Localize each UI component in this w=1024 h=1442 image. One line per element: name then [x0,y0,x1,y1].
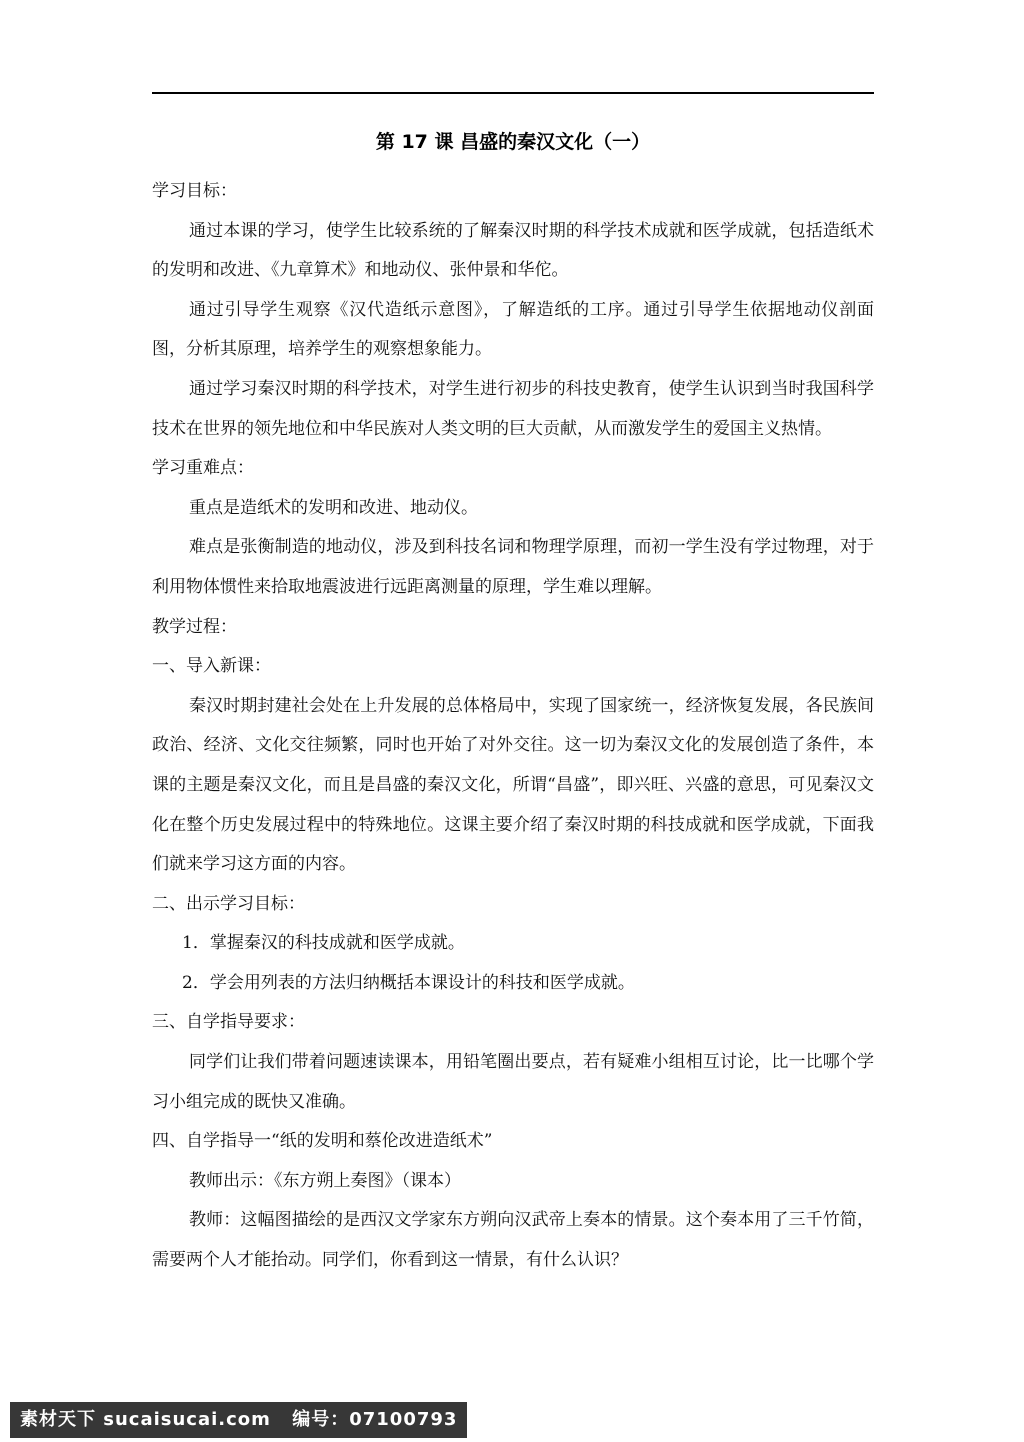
paragraph: 通过引导学生观察《汉代造纸示意图》，了解造纸的工序。通过引导学生依据地动仪剖面图，分析其原理，培养学生的观察想象能力。 [152,299,874,360]
paragraph: 教师：这幅图描绘的是西汉文学家东方朔向汉武帝上奏本的情景。这个奏本用了三千竹简，需要两个人才能抬动。同学们，你看到这一情景，有什么认识？ [152,1210,874,1271]
header-rule [152,92,874,94]
paragraph: 秦汉时期封建社会处在上升发展的总体格局中，实现了国家统一，经济恢复发展，各民族间政治、经济、文化交往频繁，同时也开始了对外交往。这一切为秦汉文化的发展创造了条件，本课的主题是秦汉文化，而且是昌盛的秦汉文化，所谓“昌盛”，即兴旺、兴盛的意思，可见秦汉文化在整个历史发展过程中的特殊地位。这课主要介绍了秦汉时期的科技成就和医学成就，下面我们就来学习这方面的内容。 [152,695,874,875]
watermark-id: 编号：07100793 [292,1409,458,1430]
document-body [152,172,874,1281]
section-heading-self-study: 三、自学指导要求： [152,1012,305,1033]
paragraph: 难点是张衡制造的地动仪，涉及到科技名词和物理学原理，而初一学生没有学过物理，对于利用物体惯性来拾取地震波进行远距离测量的原理，学生难以理解。 [152,537,874,597]
section-heading-process: 教学过程： [152,616,237,637]
list-item: 2．学会用列表的方法归纳概括本课设计的科技和医学成就。 [182,972,635,993]
section-heading-objectives: 学习目标： [152,181,237,201]
paragraph: 同学们让我们带着问题速读课本，用铅笔圈出要点，若有疑难小组相互讨论，比一比哪个学习小组完成的既快又准确。 [152,1052,874,1112]
paragraph: 通过学习秦汉时期的科学技术，对学生进行初步的科技史教育，使学生认识到当时我国科学技术在世界的领先地位和中华民族对人类文明的巨大贡献，从而激发学生的爱国主义热情。 [152,378,874,439]
page-title: 第 17 课 昌盛的秦汉文化（一） [375,131,651,153]
paragraph: 教师出示：《东方朔上奏图》（课本） [189,1170,461,1191]
section-heading-goals: 二、出示学习目标： [152,893,305,914]
watermark-banner [10,1402,467,1438]
paragraph: 重点是造纸术的发明和改进、地动仪。 [189,497,478,518]
section-heading-guide-one: 四、自学指导一“纸的发明和蔡伦改进造纸术” [152,1131,493,1152]
section-heading-key-points: 学习重难点： [152,458,254,479]
list-item: 1．掌握秦汉的科技成就和医学成就。 [182,933,465,954]
section-heading-intro: 一、导入新课： [152,656,271,677]
paragraph: 通过本课的学习，使学生比较系统的了解秦汉时期的科学技术成就和医学成就，包括造纸术的发明和改进、《九章算术》和地动仪、张仲景和华佗。 [152,220,874,281]
watermark-brand: 素材天下 sucaisucai.com [20,1409,271,1430]
